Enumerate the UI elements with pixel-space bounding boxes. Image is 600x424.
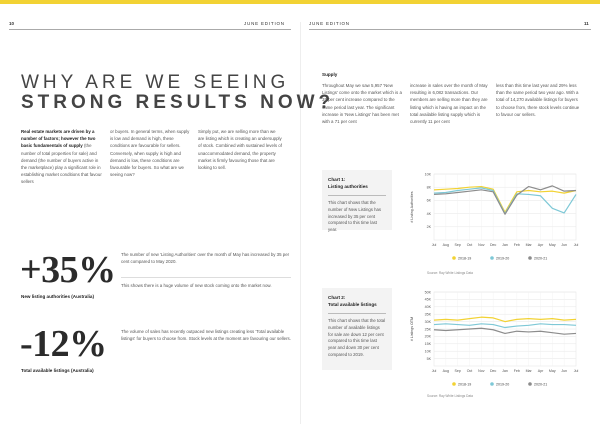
stat-label-available-listings: Total available listings (Australia)	[21, 368, 94, 373]
chart-2-legend-marker-2018-19	[452, 382, 456, 386]
chart-1-card-title-1: Chart 1:	[328, 177, 346, 182]
chart-1-x-tick-label: Aug	[442, 243, 450, 247]
chart-1-legend-label-2018-19: 2018-19	[458, 256, 472, 261]
headline-line-1: WHY ARE WE SEEING	[21, 72, 290, 93]
chart-1-y-tick-label: 10K	[424, 172, 431, 177]
chart-1-legend-marker-2019-20	[490, 256, 494, 260]
stat-label-listing-authorities: New listing authorities (Australia)	[21, 294, 94, 299]
stat-desc-available-listings: The volume of sales has recently outpaced new listings creating less 'Total available listings' for buyers to choose from. Stock levels at the moment are favouring our sellers.	[121, 329, 291, 341]
intro-column-3: Simply put, we are selling more than we are listing which is creating an undersupply of stock. Combined with sustained levels of unaccommodated demand, the property market is firmly favouring those that are looking to sell.	[198, 129, 282, 171]
supply-column-2: increase in sales over the month of May resulting in 6,082 transactions. Our members are selling more than they are listing which is having an impact on the total available listing supply which is currently 11 per cent	[410, 83, 488, 125]
chart-2-x-tick-label: Apr	[537, 369, 544, 373]
stat-desc-listing-authorities-2: This shows there is a huge volume of new stock coming onto the market now.	[121, 283, 272, 288]
chart-1-card-title-2: Listing authorities	[328, 184, 368, 189]
chart-1-card	[322, 170, 392, 233]
chart-2-card-rule	[328, 313, 386, 314]
chart-2-x-tick-label: Jun	[561, 369, 568, 373]
chart-1-x-tick-label: Jul	[431, 243, 437, 247]
chart-2-x-tick-label: Oct	[466, 369, 473, 373]
chart-2-legend-label-2018-19: 2018-19	[458, 382, 472, 387]
chart-1-x-tick-label: Mar	[525, 243, 532, 247]
supply-column-3: less than this time last year and 29% less than the same period two year ago. With a total of 14,270 available listings for buyers to choose from, there stock levels continue to favour our sellers.	[496, 83, 580, 117]
chart-2-x-tick-label: May	[548, 369, 556, 373]
chart-2-y-tick-label: 30K	[424, 319, 431, 324]
chart-2-available-listings	[400, 288, 582, 394]
intro-column-1	[21, 128, 105, 186]
left-page-number: 10	[9, 21, 15, 26]
chart-2-y-tick-label: 50K	[424, 290, 431, 295]
chart-1-legend-label-2019-20: 2019-20	[496, 256, 510, 261]
stat-value-listing-authorities: +35%	[20, 249, 116, 291]
chart-1-y-tick-label: 2K	[426, 225, 431, 230]
page-divider	[300, 22, 301, 424]
chart-2-x-tick-label: Jul	[573, 369, 579, 373]
chart-2-x-tick-label: Dec	[489, 369, 497, 373]
intro-lead-bold: Real estate markets are driven by a number of factors; however the two basic fundamentals of supply	[21, 129, 96, 149]
chart-1-listing-authorities	[400, 170, 582, 270]
chart-2-x-tick-label: Mar	[525, 369, 532, 373]
supply-column-1: Throughout May we saw 5,957 'New Listings' come onto the market which is a 35 per cent increase compared to the same period last year. The significant increase in 'New Listings' has been met with a 71 per cent	[322, 83, 402, 125]
chart-2-card-title-1: Chart 2:	[328, 295, 346, 300]
chart-1-card-rule	[328, 195, 386, 196]
chart-2-legend-label-2019-20: 2019-20	[496, 382, 510, 387]
chart-2-x-tick-label: Feb	[513, 369, 520, 373]
chart-1-x-tick-label: Sep	[454, 243, 461, 247]
chart-1-source: Source: Ray White Listings Data	[427, 271, 473, 275]
chart-2-y-tick-label: 25K	[424, 327, 431, 332]
chart-2-y-axis-label: # Listings OTM	[410, 316, 414, 342]
chart-2-svg	[400, 288, 582, 394]
chart-2-y-tick-label: 45K	[424, 297, 431, 302]
chart-1-legend-marker-2020-21	[528, 256, 532, 260]
chart-1-y-tick-label: 4K	[426, 211, 431, 216]
chart-1-y-tick-label: 8K	[426, 185, 431, 190]
chart-2-x-tick-label: Nov	[478, 369, 485, 373]
right-page-number: 11	[584, 21, 589, 26]
chart-1-legend-label-2020-21: 2020-21	[534, 256, 548, 261]
chart-2-legend-label-2020-21: 2020-21	[534, 382, 548, 387]
chart-1-x-tick-label: Oct	[466, 243, 473, 247]
stat-desc-separator	[121, 277, 291, 278]
chart-2-card-title-2: Total available listings	[328, 302, 377, 307]
chart-2-y-tick-label: 15K	[424, 342, 431, 347]
chart-1-x-tick-label: May	[548, 243, 556, 247]
chart-2-card	[322, 288, 392, 370]
intro-column-2: or buyers. In general terms, when supply is low and demand is high, these conditions are favourable for sellers. Conversely, when supply is high and demand is low, these conditions are favourable for buyers. So what are we seeing now?	[110, 129, 190, 178]
chart-1-svg	[400, 170, 582, 270]
chart-1-x-tick-label: Jul	[573, 243, 579, 247]
stat-value-available-listings: -12%	[20, 323, 107, 365]
chart-2-card-desc: This chart shows that the total number of available listings for sale are down 12 per cent compared to this time last year and down 30 per cent compared to 2019.	[328, 318, 386, 357]
chart-2-y-tick-label: 20K	[424, 334, 431, 339]
chart-1-x-tick-label: Dec	[489, 243, 497, 247]
chart-1-card-desc: This chart shows that the number of New Listings has increased by 35 per cent compared to this time last year.	[328, 200, 382, 233]
supply-heading: Supply	[322, 72, 338, 77]
left-header-rule	[9, 29, 291, 30]
chart-2-source: Source: Ray White Listings Data	[427, 394, 473, 398]
chart-1-legend-marker-2018-19	[452, 256, 456, 260]
chart-1-y-axis-label: # Listing Authorities	[410, 191, 414, 223]
headline-line-2: STRONG RESULTS NOW?	[21, 92, 335, 113]
chart-2-y-tick-label: 5K	[426, 356, 431, 361]
right-edition-label: JUNE EDITION	[309, 21, 350, 26]
intro-lead-rest: (the number of total properties for sale) and demand (the number of buyers active in the marketplace) play a significant role in establishing market conditions that favour sellers	[21, 143, 102, 185]
stat-desc-listing-authorities-1: The number of new 'Listing Authorities' over the month of May has increased by 35 per cent compared to May 2020.	[121, 252, 290, 264]
chart-2-legend-marker-2019-20	[490, 382, 494, 386]
chart-2-x-tick-label: Aug	[442, 369, 450, 373]
left-edition-label: JUNE EDITION	[244, 21, 285, 26]
chart-2-y-tick-label: 10K	[424, 349, 431, 354]
chart-1-x-tick-label: Nov	[478, 243, 485, 247]
chart-2-y-tick-label: 40K	[424, 305, 431, 310]
chart-1-x-tick-label: Feb	[513, 243, 520, 247]
chart-1-x-tick-label: Apr	[537, 243, 544, 247]
chart-2-x-tick-label: Sep	[454, 369, 461, 373]
chart-1-x-tick-label: Jun	[561, 243, 568, 247]
top-accent-bar	[0, 0, 600, 4]
chart-1-x-tick-label: Jan	[502, 243, 508, 247]
chart-2-x-tick-label: Jan	[502, 369, 508, 373]
chart-2-x-tick-label: Jul	[431, 369, 437, 373]
right-header-rule	[309, 29, 591, 30]
chart-2-legend-marker-2020-21	[528, 382, 532, 386]
chart-2-y-tick-label: 35K	[424, 312, 431, 317]
chart-1-y-tick-label: 6K	[426, 198, 431, 203]
